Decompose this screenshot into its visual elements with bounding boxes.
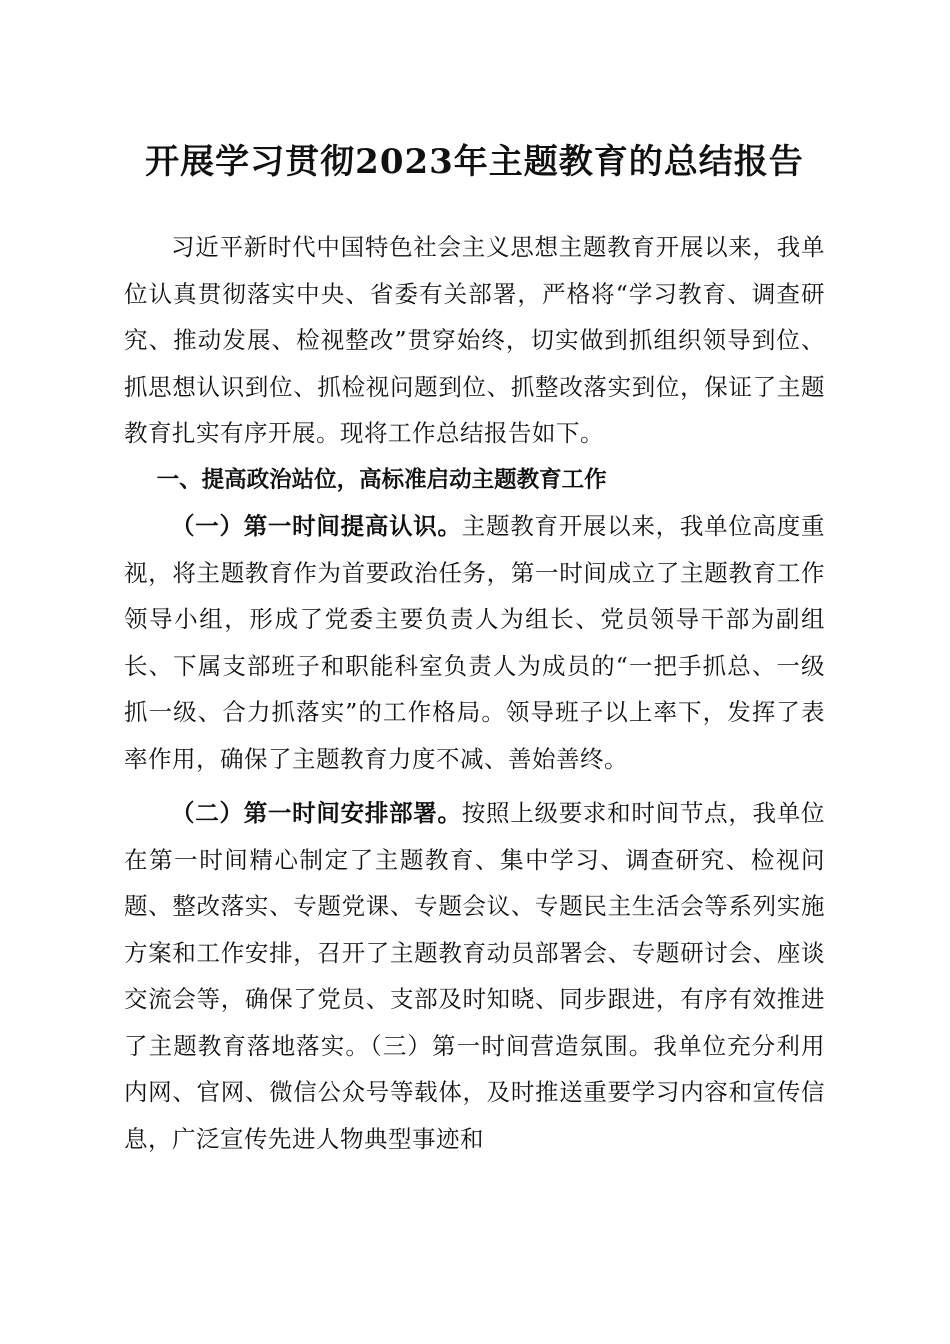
item-2-text: 按照上级要求和时间节点，我单位在第一时间精心制定了主题教育、集中学习、调查研究、检视问题、整改落实、专题党课、专题会议、专题民主生活会等系列实施方案和工作安排，召开了主题教育动员部署会、专题研讨会、座谈交流会等，确保了党员、支部及时知晓、同步跟进，有序有效推进了主题教育落地落实。（三）第一时间营造氛围。我单位充分利用内网、官网、微信公众号等载体，及时推送重要学习内容和宣传信息，广泛宣传先进人物典型事迹和 — [124, 799, 826, 1153]
section-1-item-1 — [124, 503, 825, 782]
item-1-lead: （一）第一时间提高认识。 — [171, 512, 462, 540]
section-1-item-2 — [124, 790, 825, 1162]
document-body — [124, 224, 825, 1162]
document-title: 开展学习贯彻2023年主题教育的总结报告 — [145, 142, 804, 182]
section-heading-1: 一、提高政治站位，高标准启动主题教育工作 — [156, 466, 607, 493]
intro-paragraph: 习近平新时代中国特色社会主义思想主题教育开展以来，我单位认真贯彻落实中央、省委有关部署，严格将“学习教育、调查研究、推动发展、检视整改”贯穿始终，切实做到抓组织领导到位、抓思想认识到位、抓检视问题到位、抓整改落实到位，保证了主题教育扎实有序开展。现将工作总结报告如下。 — [124, 233, 825, 447]
item-2-lead: （二）第一时间安排部署。 — [171, 799, 462, 827]
item-1-text: 主题教育开展以来，我单位高度重视，将主题教育作为首要政治任务，第一时间成立了主题教育工作领导小组，形成了党委主要负责人为组长、党员领导干部为副组长、下属支部班子和职能科室负责人为成员的“一把手抓总、一级抓一级、合力抓落实”的工作格局。领导班子以上率下，发挥了表率作用，确保了主题教育力度不减、善始善终。 — [124, 512, 826, 773]
